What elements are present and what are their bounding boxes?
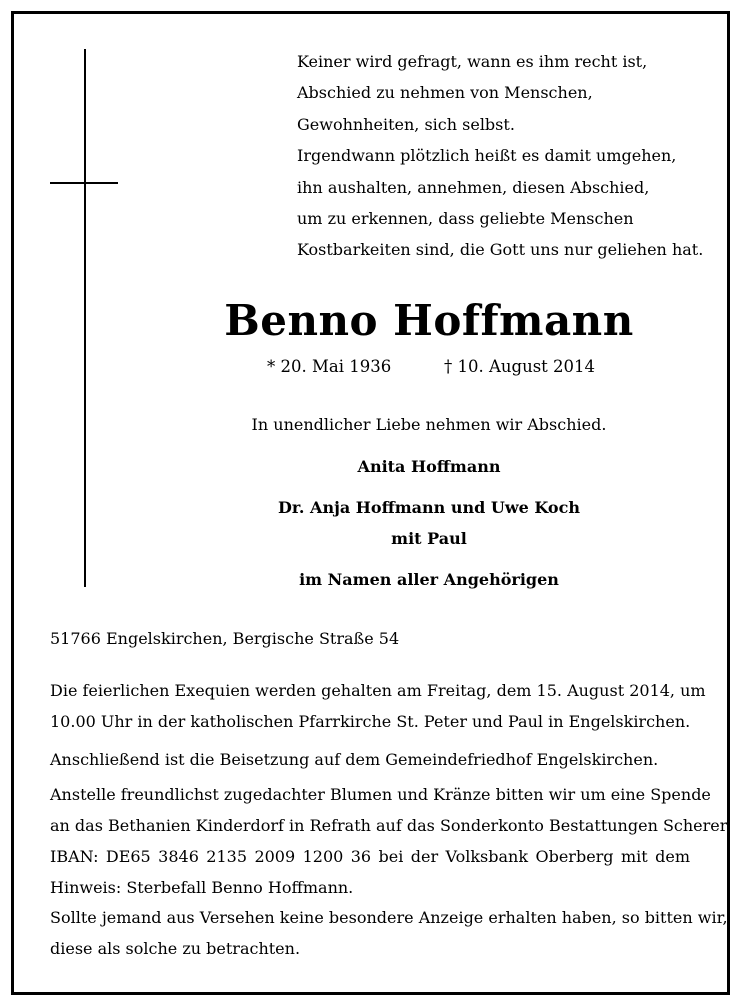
burial-paragraph [50, 744, 690, 775]
text-line: 10.00 Uhr in der katholischen Pfarrkirche St. Peter und Paul in Engelskirchen. [50, 712, 691, 731]
text-line: diese als solche zu betrachten. [50, 939, 301, 958]
text-line: Hinweis: Sterbefall Benno Hoffmann. [50, 878, 354, 897]
death-date: † 10. August 2014 [444, 357, 596, 376]
text-line: Sollte jemand aus Versehen keine besondere Anzeige erhalten haben, so bitten wir, [50, 908, 728, 927]
mourner-name: Dr. Anja Hoffmann und Uwe Koch [278, 498, 580, 517]
cross-icon-horizontal [50, 182, 118, 184]
notice-paragraph [50, 902, 728, 964]
cross-icon-vertical [84, 49, 86, 587]
address: 51766 Engelskirchen, Bergische Straße 54 [50, 629, 400, 648]
poem [297, 46, 704, 266]
poem-line: Keiner wird gefragt, wann es ihm recht ist, [297, 52, 648, 71]
mourner-name: mit Paul [391, 529, 467, 548]
farewell-text: In unendlicher Liebe nehmen wir Abschied. [251, 415, 607, 434]
mourner-name: im Namen aller Angehörigen [299, 570, 559, 589]
text-line: Anschließend ist die Beisetzung auf dem Gemeindefriedhof Engelskirchen. [50, 750, 659, 769]
birth-date: * 20. Mai 1936 [267, 357, 392, 376]
poem-line: ihn aushalten, annehmen, diesen Abschied, [297, 177, 650, 197]
donation-paragraph [50, 779, 728, 903]
poem-line: Gewohnheiten, sich selbst. [297, 114, 515, 134]
service-paragraph [50, 675, 706, 737]
mourner-name: Anita Hoffmann [357, 457, 501, 476]
text-line: Anstelle freundlichst zugedachter Blumen und Kränze bitten wir um eine Spende [50, 785, 711, 804]
poem-line: Irgendwann plötzlich heißt es damit umgehen, [297, 146, 677, 166]
obituary-frame [11, 11, 730, 995]
text-line: IBAN: DE65 3846 2135 2009 1200 36 bei der Volksbank Oberberg mit dem [50, 847, 690, 866]
poem-line: um zu erkennen, dass geliebte Menschen [297, 209, 634, 229]
poem-line: Kostbarkeiten sind, die Gott uns nur geliehen hat. [297, 240, 704, 260]
deceased-name: Benno Hoffmann [224, 296, 634, 345]
text-line: Die feierlichen Exequien werden gehalten am Freitag, dem 15. August 2014, um [50, 681, 706, 700]
text-line: an das Bethanien Kinderdorf in Refrath auf das Sonderkonto Bestattungen Scherer [50, 816, 728, 835]
poem-line: Abschied zu nehmen von Menschen, [297, 83, 593, 103]
